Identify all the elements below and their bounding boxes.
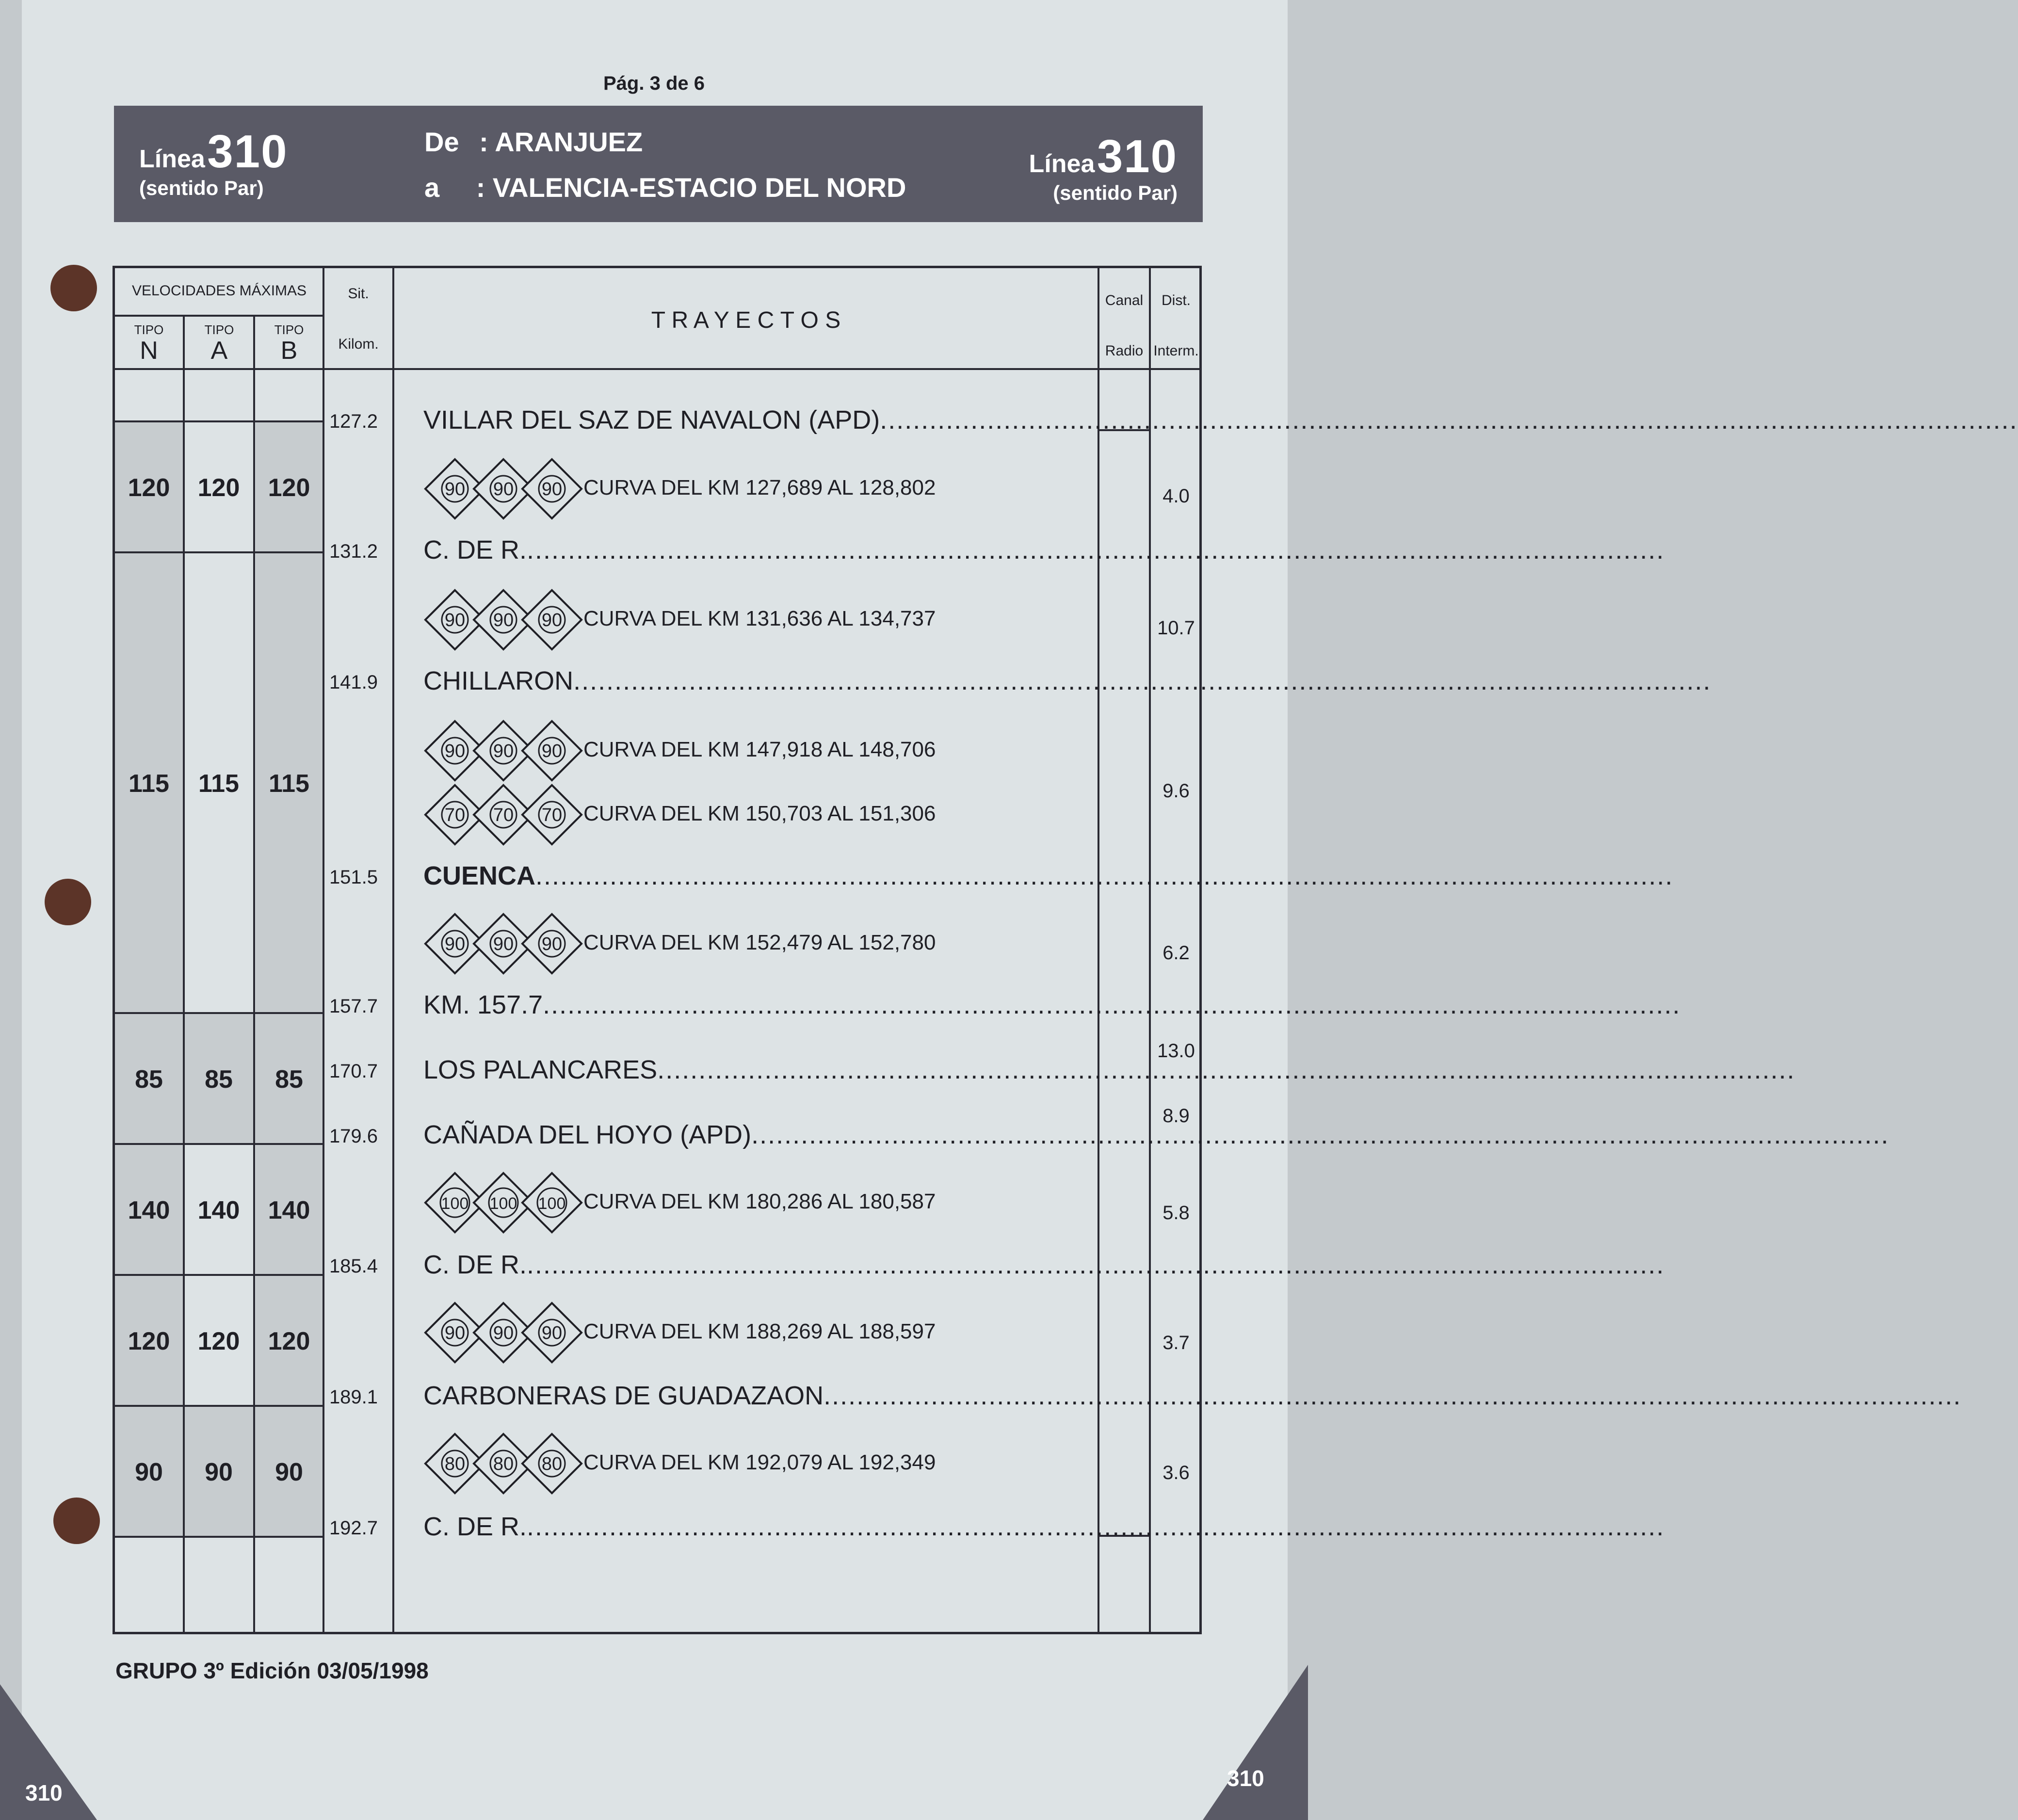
- speed-value-b: 90: [275, 1458, 303, 1486]
- station-name: CARBONERAS DE GUADAZAON: [423, 1381, 824, 1410]
- curve-speed-value: 90: [541, 610, 563, 630]
- speed-value-b: 115: [269, 770, 309, 798]
- curve-speed-value: 90: [541, 934, 563, 954]
- kilom-header: Kilom.: [338, 336, 379, 352]
- station-km: 185.4: [329, 1256, 378, 1277]
- speed-diamond-icon: [520, 1171, 583, 1234]
- tipo-n-caption: TIPO: [134, 322, 164, 337]
- speed-value-a: 90: [205, 1458, 233, 1486]
- distance-value: 3.7: [1162, 1332, 1190, 1353]
- dot-leader: ..........................................................................................................................................: [527, 1512, 1665, 1541]
- station-km: 157.7: [329, 996, 378, 1017]
- dot-leader: ..........................................................................................................................................: [823, 1381, 1962, 1410]
- tipo-b: B: [280, 337, 298, 365]
- dot-leader: ..........................................................................................................................................: [880, 405, 2018, 435]
- curve-speed-value: 90: [444, 610, 466, 630]
- station-km: 141.9: [329, 672, 378, 693]
- station-row: [423, 405, 2018, 435]
- speed-value-n: 90: [135, 1458, 163, 1486]
- speed-value-n: 120: [128, 474, 170, 502]
- dot-leader: ..........................................................................................................................................: [535, 861, 1674, 890]
- row-divider: [115, 1143, 323, 1145]
- row-divider: [115, 551, 323, 553]
- from-value: : ARANJUEZ: [479, 127, 643, 157]
- to-prefix: a: [424, 172, 440, 203]
- curve-label: CURVA DEL KM 127,689 AL 128,802: [583, 476, 936, 499]
- linea-number: 310: [1097, 130, 1178, 182]
- curve-speed-value: 80: [444, 1454, 466, 1474]
- tipo-a-caption: TIPO: [204, 322, 234, 337]
- speed-diamond-icon: [520, 912, 583, 975]
- curve-speed-value: 100: [489, 1194, 517, 1213]
- tipo-a: A: [210, 337, 228, 365]
- curve-speed-value: 90: [493, 610, 514, 630]
- station-name: KM. 157.7: [423, 990, 543, 1019]
- route-from: [424, 126, 643, 158]
- col-divider: [323, 268, 324, 1632]
- sentido-label: (sentido Par): [1053, 181, 1178, 204]
- speed-diamond-icon: [520, 588, 583, 651]
- speed-diamond-icon: [520, 1301, 583, 1364]
- distance-value: 6.2: [1162, 942, 1190, 964]
- curve-speed-value: 90: [493, 1323, 514, 1343]
- curve-speed-value: 90: [493, 479, 514, 499]
- linea-number: 310: [207, 126, 288, 177]
- linea-word: Línea: [139, 145, 205, 173]
- curve-speed-value: 100: [441, 1194, 469, 1213]
- sentido-label: (sentido Par): [139, 177, 264, 199]
- station-name: CAÑADA DEL HOYO (APD): [423, 1120, 752, 1149]
- route-to: [424, 172, 906, 203]
- line-number-left: [139, 125, 288, 200]
- station-row: [423, 990, 1681, 1020]
- dot-leader: ..........................................................................................................................................: [527, 1250, 1665, 1279]
- speed-table: [113, 266, 2018, 1634]
- binder-hole-bottom: [53, 1498, 100, 1544]
- curve-label: CURVA DEL KM 147,918 AL 148,706: [583, 738, 936, 761]
- speed-value-b: 120: [268, 474, 310, 502]
- distance-value: 10.7: [1157, 617, 1195, 639]
- row-divider: [115, 420, 323, 422]
- station-km: 131.2: [329, 541, 378, 562]
- sit-header: Sit.: [348, 286, 369, 302]
- station-name: LOS PALANCARES: [423, 1055, 658, 1084]
- header-divider: [115, 368, 1199, 370]
- speed-value-a: 140: [197, 1196, 240, 1224]
- curve-speed-value: 70: [444, 805, 466, 825]
- station-km: 189.1: [329, 1386, 378, 1408]
- speed-diamond-icon: [520, 457, 583, 520]
- dot-leader: ..........................................................................................................................................: [527, 535, 1665, 564]
- curve-label: CURVA DEL KM 152,479 AL 152,780: [583, 931, 936, 954]
- interm-header: Interm.: [1153, 343, 1199, 359]
- curve-speed-value: 90: [444, 934, 466, 954]
- binder-hole-top: [50, 265, 97, 311]
- corner-tab-right: [1203, 1665, 1308, 1820]
- tipo-b-caption: TIPO: [274, 322, 304, 337]
- curve-restriction: [423, 719, 1093, 782]
- curve-label: CURVA DEL KM 188,269 AL 188,597: [583, 1320, 936, 1343]
- col-divider: [392, 268, 394, 1632]
- curve-speed-value: 80: [493, 1454, 514, 1474]
- dot-leader: ..........................................................................................................................................: [657, 1055, 1795, 1084]
- curve-speed-value: 90: [493, 934, 514, 954]
- station-name: CUENCA: [423, 861, 536, 890]
- curve-speed-value: 70: [493, 805, 514, 825]
- dot-leader: ..........................................................................................................................................: [543, 990, 1681, 1019]
- station-row: [423, 535, 1665, 565]
- curve-restriction: [423, 1171, 1093, 1234]
- station-row: [423, 1055, 1795, 1085]
- curve-label: CURVA DEL KM 131,636 AL 134,737: [583, 607, 936, 630]
- tipo-n: N: [140, 337, 158, 365]
- speed-value-a: 85: [205, 1065, 233, 1094]
- station-name: C. DE R.: [423, 1512, 527, 1541]
- station-row: [423, 1381, 1962, 1411]
- station-name: VILLAR DEL SAZ DE NAVALON (APD): [423, 405, 880, 435]
- line-number-right: [1029, 130, 1178, 205]
- station-km: 151.5: [329, 867, 378, 888]
- distance-value: 13.0: [1157, 1040, 1195, 1062]
- curve-speed-value: 80: [541, 1454, 563, 1474]
- footer-edition: GRUPO 3º Edición 03/05/1998: [115, 1658, 429, 1683]
- speed-value-b: 140: [268, 1196, 310, 1224]
- curve-restriction: [423, 457, 1093, 520]
- curve-speed-value: 90: [444, 479, 466, 499]
- page-number: Pág. 3 de 6: [603, 73, 705, 94]
- corner-label-right: 310: [1227, 1766, 1264, 1791]
- speed-value-n: 140: [128, 1196, 170, 1224]
- station-km: 192.7: [329, 1517, 378, 1539]
- row-divider: [115, 1274, 323, 1276]
- canal-header: Canal: [1105, 292, 1144, 308]
- curve-label: CURVA DEL KM 192,079 AL 192,349: [583, 1450, 936, 1474]
- station-row: [423, 1512, 1665, 1542]
- corner-label-left: 310: [25, 1780, 63, 1805]
- speed-diamond-icon: [520, 783, 583, 846]
- distance-value: 5.8: [1162, 1202, 1190, 1224]
- curve-label: CURVA DEL KM 180,286 AL 180,587: [583, 1190, 936, 1213]
- station-row: [423, 1120, 1889, 1150]
- col-divider: [183, 317, 185, 1632]
- row-divider: [115, 1012, 323, 1014]
- station-name: CHILLARON: [423, 666, 574, 695]
- curve-speed-value: 70: [541, 805, 563, 825]
- curve-speed-value: 90: [541, 479, 563, 499]
- station-row: [423, 666, 1711, 696]
- dot-leader: ..........................................................................................................................................: [573, 666, 1711, 695]
- speed-value-b: 120: [268, 1327, 310, 1355]
- speed-diamond-icon: [520, 719, 583, 782]
- dot-leader: ..........................................................................................................................................: [751, 1120, 1889, 1149]
- speed-value-n: 115: [129, 770, 169, 798]
- dist-header: Dist.: [1162, 292, 1191, 308]
- trayectos-header: T R A Y E C T O S: [651, 307, 841, 333]
- binder-hole-middle: [45, 879, 91, 925]
- curve-restriction: [423, 1301, 1093, 1364]
- radio-header: Radio: [1105, 343, 1144, 359]
- curve-restriction: [423, 783, 1093, 846]
- station-name: C. DE R.: [423, 1250, 527, 1279]
- station-row: [423, 1250, 1665, 1280]
- curve-speed-value: 90: [444, 1323, 466, 1343]
- from-prefix: De: [424, 127, 459, 157]
- curve-speed-value: 90: [493, 741, 514, 761]
- col-divider: [253, 317, 255, 1632]
- curve-label: CURVA DEL KM 150,703 AL 151,306: [583, 802, 936, 825]
- line-header-banner: [114, 106, 1203, 222]
- curve-speed-value: 100: [538, 1194, 566, 1213]
- distance-value: 9.6: [1162, 780, 1190, 802]
- row-divider: [115, 315, 323, 317]
- speed-diamond-icon: [520, 1432, 583, 1495]
- distance-value: 8.9: [1162, 1105, 1190, 1127]
- speed-value-a: 120: [197, 1327, 240, 1355]
- speed-value-a: 115: [198, 770, 239, 798]
- distance-value: 3.6: [1162, 1462, 1190, 1483]
- curve-speed-value: 90: [444, 741, 466, 761]
- row-divider: [115, 1405, 323, 1407]
- curve-speed-value: 90: [541, 1323, 563, 1343]
- curve-speed-value: 90: [541, 741, 563, 761]
- station-km: 179.6: [329, 1126, 378, 1147]
- row-divider: [115, 1536, 323, 1538]
- speed-value-n: 120: [128, 1327, 170, 1355]
- speed-value-b: 85: [275, 1065, 303, 1094]
- curve-restriction: [423, 588, 1093, 651]
- curve-restriction: [423, 1432, 1093, 1495]
- linea-word: Línea: [1029, 150, 1095, 178]
- to-value: : VALENCIA-ESTACIO DEL NORD: [476, 172, 906, 203]
- station-row: [423, 861, 1674, 891]
- station-km: 170.7: [329, 1061, 378, 1082]
- curve-restriction: [423, 912, 1093, 975]
- speed-value-a: 120: [197, 474, 240, 502]
- col-divider: [1098, 268, 1099, 1632]
- speed-value-n: 85: [135, 1065, 163, 1094]
- station-name: C. DE R.: [423, 535, 527, 564]
- velocidades-header: VELOCIDADES MÁXIMAS: [131, 283, 307, 299]
- station-km: 127.2: [329, 411, 378, 432]
- distance-value: 4.0: [1162, 485, 1190, 507]
